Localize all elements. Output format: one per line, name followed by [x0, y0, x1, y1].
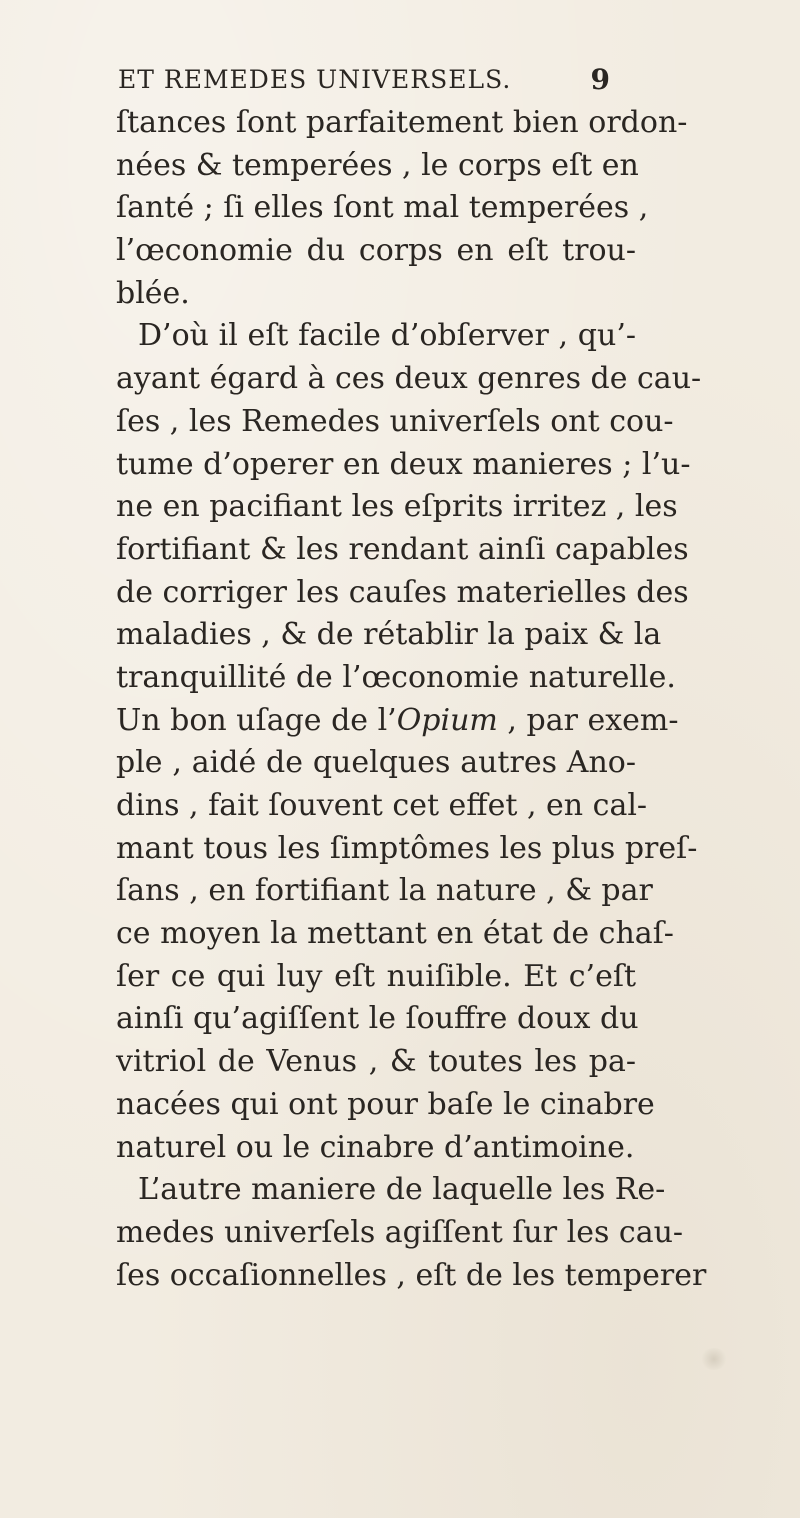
text-line: tume d’operer en deux manieres ; l’u-	[116, 446, 691, 482]
text-line: ayant égard à ces deux genres de cau-	[116, 361, 702, 397]
text-line: ſes , les Remedes univerſels ont cou-	[116, 403, 674, 439]
text-line: de corriger les cauſes materielles des	[116, 574, 689, 610]
text-line: maladies , & de rétablir la paix & la	[116, 617, 662, 653]
text-line: fortifiant & les rendant ainſi capables	[116, 531, 689, 567]
text-line: tranquillité de l’œconomie naturelle.	[116, 659, 676, 695]
paper-smudge	[700, 1348, 728, 1370]
text-line: medes univerſels agiſſent ſur les cau-	[116, 1214, 684, 1250]
text-line: blée.	[116, 275, 190, 311]
text-line: ainſi qu’agiſſent le ſouffre doux du	[116, 1001, 639, 1037]
text-line: mant tous les ſimptômes les plus preſ-	[116, 830, 698, 866]
text-line: ſanté ; ſi elles ſont mal temperées ,	[116, 190, 649, 226]
text-line: nacées qui ont pour baſe le cinabre	[116, 1086, 655, 1122]
text-line: vitriol de Venus , & toutes les pa-	[116, 1044, 636, 1080]
text-line: ne en pacifiant les eſprits irritez , les	[116, 489, 678, 525]
running-head	[118, 62, 608, 98]
text-fragment: , par exem-	[497, 702, 679, 738]
running-title: ET REMEDES UNIVERSELS.	[118, 65, 512, 94]
text-line: naturel ou le cinabre d’antimoine.	[116, 1129, 635, 1165]
text-line-opium	[116, 700, 679, 743]
text-line: l’œconomie du corps en eſt trou-	[116, 233, 636, 269]
page-number: 9	[590, 63, 610, 96]
paragraph-start-line: D’où il eſt facile d’obſerver , qu’-	[138, 318, 636, 354]
text-line: ſer ce qui luy eſt nuiſible. Et c’eſt	[116, 958, 636, 994]
paragraph-start-line: L’autre maniere de laquelle les Re-	[138, 1172, 666, 1208]
body-text	[116, 102, 707, 1297]
text-fragment: Un bon uſage de l’	[116, 702, 397, 738]
text-line: nées & temperées , le corps eſt en	[116, 147, 639, 183]
text-line: ce moyen la mettant en état de chaſ-	[116, 916, 674, 952]
text-line: ſtances ſont parfaitement bien ordon-	[116, 105, 688, 140]
text-line: dins , fait ſouvent cet effet , en cal-	[116, 788, 648, 823]
text-line: ſes occaſionnelles , eſt de les temperer	[116, 1257, 707, 1293]
text-line: ſans , en fortifiant la nature , & par	[116, 873, 653, 909]
text-line: ple , aidé de quelques autres Ano-	[116, 745, 636, 781]
italic-word-opium: Opium	[396, 702, 498, 738]
